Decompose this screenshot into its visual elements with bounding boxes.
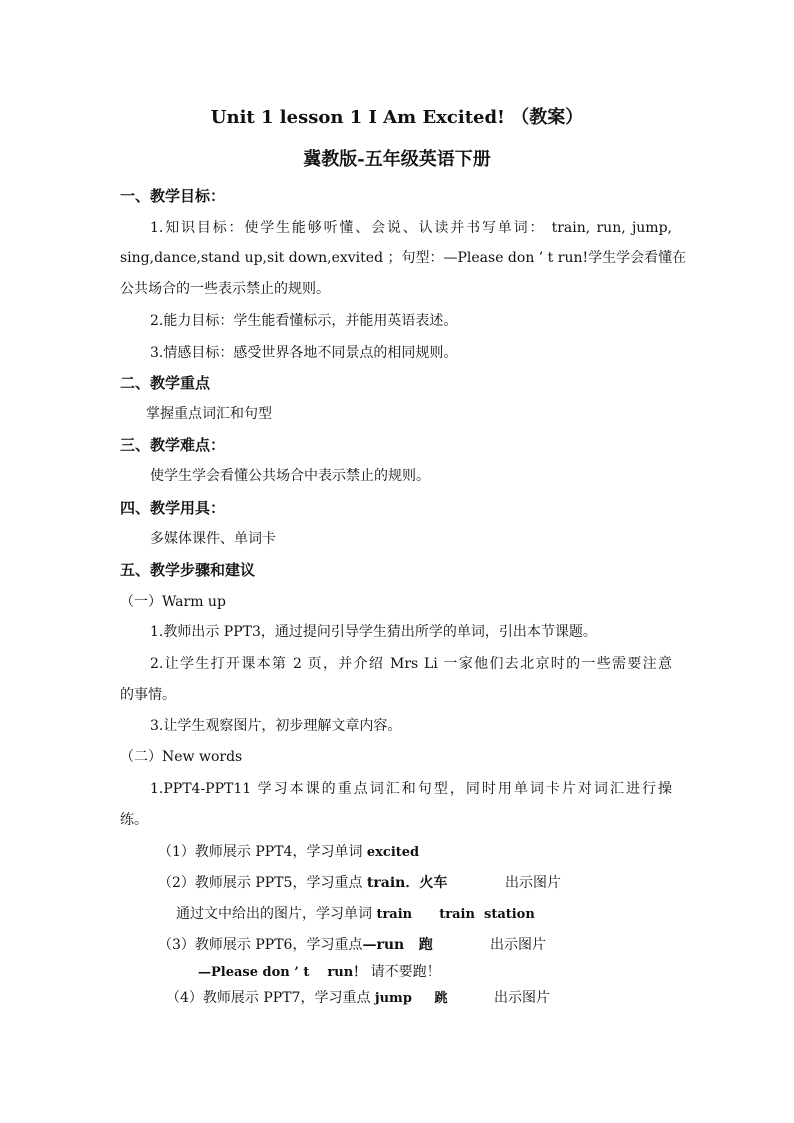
list-item-keyword: —Please don ’ t run！: [198, 965, 367, 980]
paragraph-line: 1.教师出示 PPT3，通过提问引导学生猜出所学的单词，引出本节课题。: [150, 624, 597, 640]
list-item: [158, 842, 419, 863]
list-item-keyword: jump 跳: [374, 991, 448, 1006]
list-item: [166, 988, 448, 1009]
list-item-text: （4）教师展示 PPT7，学习重点: [166, 990, 375, 1006]
list-item-note: 出示图片: [494, 990, 550, 1006]
list-item-keyword: excited: [366, 845, 420, 860]
section-heading-difficulties: 三、教学难点：: [120, 436, 226, 454]
list-item-keyword: train train station: [376, 907, 535, 922]
document-subtitle: 冀教版-五年级英语下册: [303, 149, 491, 170]
section-heading-objectives: 一、教学目标：: [120, 187, 226, 205]
section-heading-procedure: 五、教学步骤和建议: [120, 561, 256, 579]
list-item-text: （1）教师展示 PPT4，学习单词: [158, 844, 367, 860]
paragraph-line: 3.情感目标：感受世界各地不同景点的相同规则。: [150, 345, 458, 361]
list-item-text: 请不要跑！: [366, 964, 441, 980]
document-title: Unit 1 lesson 1 I Am Excited! （教案）: [210, 107, 584, 128]
paragraph-line: 的事情。: [120, 687, 176, 703]
list-item: [158, 873, 447, 893]
list-item-text: （2）教师展示 PPT5，学习重点: [158, 875, 367, 891]
paragraph-line: 公共场合的一些表示禁止的规则。: [120, 281, 330, 297]
section-heading-materials: 四、教学用具：: [120, 499, 226, 517]
paragraph-line: 1.PPT4-PPT11 学习本课的重点词汇和句型，同时用单词卡片对词汇进行操: [150, 781, 672, 797]
subsection-heading: （一）Warm up: [120, 594, 226, 610]
list-item-note: 出示图片: [505, 875, 561, 891]
list-item: [158, 935, 433, 955]
subsection-heading: （二）New words: [120, 749, 243, 765]
paragraph-line: 使学生学会看懂公共场合中表示禁止的规则。: [150, 468, 430, 484]
paragraph-line: 掌握重点词汇和句型: [146, 406, 272, 422]
list-item-text: （3）教师展示 PPT6，学习重点: [158, 937, 363, 953]
list-item-note: 出示图片: [490, 937, 546, 953]
paragraph-line: 2.能力目标：学生能看懂标示，并能用英语表述。: [150, 313, 458, 329]
list-item: [198, 962, 441, 983]
paragraph-line: 1.知识目标：使学生能够听懂、会说、认读并书写单词： train, run, jump,: [150, 220, 672, 236]
list-item-text: 通过文中给出的图片，学习单词: [176, 906, 377, 922]
paragraph-line: 2.让学生打开课本第 2 页，并介绍 Mrs Li 一家他们去北京时的一些需要注意: [150, 656, 672, 672]
section-heading-key-points: 二、教学重点: [120, 374, 211, 392]
list-item: [176, 904, 535, 925]
paragraph-line: 多媒体课件、单词卡: [150, 531, 276, 547]
paragraph-line: 3.让学生观察图片，初步理解文章内容。: [150, 718, 402, 734]
paragraph-line: 练。: [120, 812, 148, 828]
list-item-keyword: train．火车: [366, 875, 448, 891]
paragraph-line: sing,dance,stand up,sit down,exvited ；句型：—Please don ’ t run!学生学会看懂在: [120, 250, 687, 266]
list-item-keyword: —run 跑: [362, 937, 433, 953]
